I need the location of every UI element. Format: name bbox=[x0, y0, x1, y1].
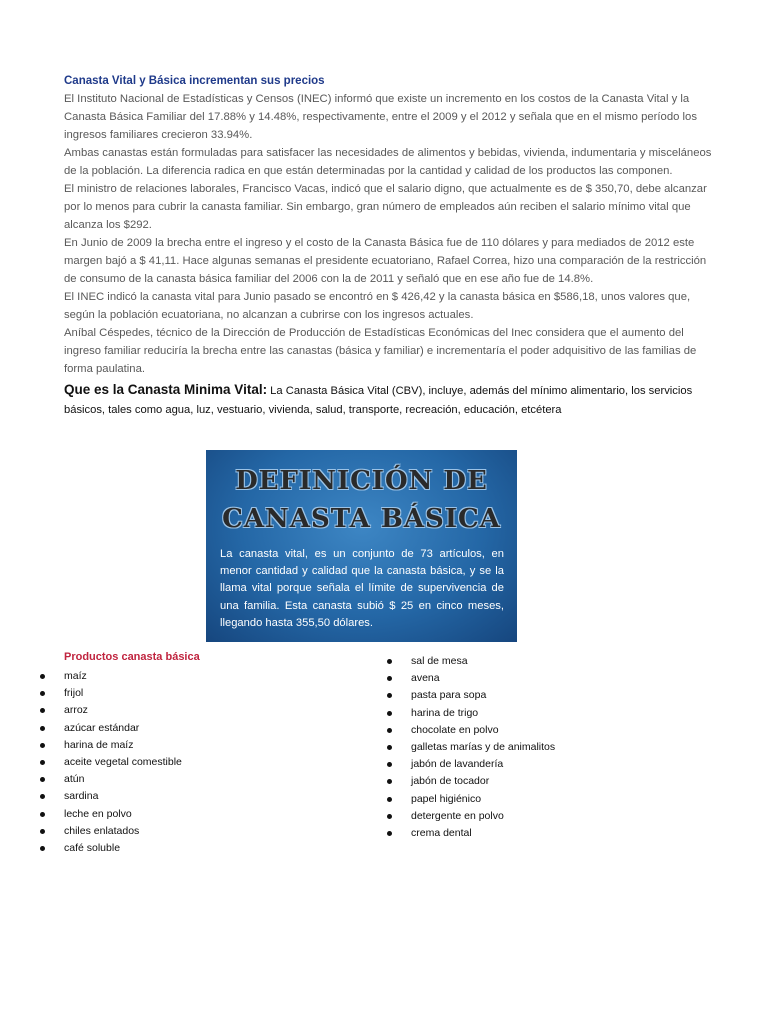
list-item bbox=[40, 771, 182, 788]
list-item bbox=[387, 756, 555, 773]
list-item bbox=[40, 806, 182, 823]
list-item bbox=[387, 773, 555, 790]
list-item bbox=[387, 791, 555, 808]
cmv-heading: Que es la Canasta Minima Vital: bbox=[64, 382, 268, 397]
bullet-icon bbox=[387, 814, 392, 819]
list-item-label: pasta para sopa bbox=[411, 689, 487, 702]
list-item bbox=[387, 739, 555, 756]
list-item bbox=[40, 720, 182, 737]
bullet-icon bbox=[40, 708, 45, 713]
bullet-icon bbox=[40, 829, 45, 834]
bullet-icon bbox=[387, 745, 392, 750]
list-item-label: aceite vegetal comestible bbox=[64, 755, 182, 768]
article-title: Canasta Vital y Básica incrementan sus precios bbox=[64, 75, 325, 87]
bullet-icon bbox=[40, 674, 45, 679]
bullet-icon bbox=[387, 728, 392, 733]
list-item-label: galletas marías y de animalitos bbox=[411, 740, 556, 753]
products-list-right bbox=[387, 653, 555, 842]
list-item-label: café soluble bbox=[64, 841, 121, 854]
bullet-icon bbox=[40, 846, 45, 851]
paragraph-cespedes: Aníbal Céspedes, técnico de la Dirección de Producción de Estadísticas Económicas del Inec considera que el aumento del ingreso familiar reduciría la brecha entre las canastas (básica y familiar) e incrementaría el poder adquisitivo de las familias de forma paulatina. bbox=[64, 327, 697, 375]
list-item-label: crema dental bbox=[411, 826, 472, 839]
paragraph-canastas: Ambas canastas están formuladas para satisfacer las necesidades de alimentos y bebidas, vivienda, indumentaria y misceláneos de la población. La diferencia radica en que están determinadas por la cantidad y calidad de los productos las componen. bbox=[64, 147, 712, 177]
list-item bbox=[40, 668, 182, 685]
list-item bbox=[40, 754, 182, 771]
article bbox=[64, 72, 714, 431]
bullet-icon bbox=[387, 659, 392, 664]
bullet-icon bbox=[40, 691, 45, 696]
list-item-label: avena bbox=[411, 672, 440, 685]
list-item bbox=[40, 702, 182, 719]
bullet-icon bbox=[387, 779, 392, 784]
bullet-icon bbox=[387, 693, 392, 698]
list-item bbox=[40, 840, 182, 857]
bullet-icon bbox=[387, 676, 392, 681]
list-item-label: harina de maíz bbox=[64, 738, 134, 751]
list-item bbox=[40, 685, 182, 702]
list-item-label: harina de trigo bbox=[411, 706, 479, 719]
list-item-label: maíz bbox=[64, 670, 87, 682]
bullet-icon bbox=[40, 794, 45, 799]
list-item-label: detergente en polvo bbox=[411, 809, 504, 822]
bullet-icon bbox=[387, 797, 392, 802]
list-item bbox=[387, 825, 555, 842]
list-item bbox=[40, 788, 182, 805]
bullet-icon bbox=[387, 762, 392, 767]
list-item bbox=[387, 722, 555, 739]
paragraph-ministro: El ministro de relaciones laborales, Francisco Vacas, indicó que el salario digno, que actualmente es de $ 350,70, debe alcanzar por lo menos para cubrir la canasta familiar. Sin embargo, gran número de empleados aún reciben el salario mínimo vital que alcanza los $292. bbox=[64, 183, 707, 231]
paragraph-brecha: En Junio de 2009 la brecha entre el ingreso y el costo de la Canasta Básica fue de 110 dólares y para mediados de 2012 este margen bajó a $ 41,11. Hace algunas semanas el presidente ecuatoriano, Rafael Correa, hizo una comparación de la restricción de consumo de la canasta básica familiar del 2006 con la de 2011 y señaló que en ese año fue de 14.8%. bbox=[64, 237, 707, 285]
products-list-left bbox=[40, 668, 182, 857]
cmv-text: La Canasta Básica Vital (CBV), incluye, además del mínimo alimentario, los servicios básicos, tales como agua, luz, vestuario, vivienda, salud, transporte, recreación, educación, etcétera bbox=[64, 385, 693, 416]
banner-title-line1: DEFINICIÓN DE bbox=[235, 466, 488, 496]
definition-banner-image bbox=[206, 450, 517, 642]
list-item bbox=[387, 687, 555, 704]
bullet-icon bbox=[40, 743, 45, 748]
bullet-icon bbox=[40, 726, 45, 731]
banner-text: La canasta vital, es un conjunto de 73 artículos, en menor cantidad y calidad que la canasta básica, y se la llama vital porque señala el límite de supervivencia de una familia. Esta canasta subió $ 25 en cinco meses, llegando hasta 355,50 dólares. bbox=[220, 548, 504, 629]
list-item bbox=[387, 670, 555, 687]
list-item-label: arroz bbox=[64, 704, 88, 717]
list-item bbox=[40, 823, 182, 840]
bullet-icon bbox=[387, 711, 392, 716]
cmv-definition bbox=[64, 380, 714, 420]
list-item-label: chocolate en polvo bbox=[411, 723, 499, 736]
paragraph-inec-valores: El INEC indicó la canasta vital para Junio pasado se encontró en $ 426,42 y la canasta básica en $586,18, unos valores que, según la población ecuatoriana, no alcanzan a cubrirse con los ingresos actuales. bbox=[64, 291, 691, 321]
list-item-label: papel higiénico bbox=[411, 792, 482, 805]
products-title: Productos canasta básica bbox=[64, 651, 200, 663]
list-item bbox=[387, 705, 555, 722]
list-item-label: frijol bbox=[64, 687, 84, 700]
bullet-icon bbox=[40, 812, 45, 817]
list-item-label: azúcar estándar bbox=[64, 721, 140, 734]
bullet-icon bbox=[40, 777, 45, 782]
list-item-label: atún bbox=[64, 773, 85, 786]
list-item bbox=[40, 737, 182, 754]
list-item-label: jabón de tocador bbox=[411, 775, 490, 788]
banner-title-line2: CANASTA BÁSICA bbox=[222, 504, 501, 534]
list-item-label: chiles enlatados bbox=[64, 824, 140, 837]
list-item-label: sal de mesa bbox=[411, 655, 468, 667]
bullet-icon bbox=[40, 760, 45, 765]
list-item bbox=[387, 808, 555, 825]
bullet-icon bbox=[387, 831, 392, 836]
list-item-label: leche en polvo bbox=[64, 807, 132, 820]
paragraph-inec: El Instituto Nacional de Estadísticas y Censos (INEC) informó que existe un incremento en los costos de la Canasta Vital y la Canasta Básica Familiar del 17.88% y 14.48%, respectivamente, entre el 2009 y el 2012 y señala que en el mismo período los ingresos familiares crecieron 33.94%. bbox=[64, 93, 697, 141]
list-item-label: sardina bbox=[64, 790, 99, 803]
list-item-label: jabón de lavandería bbox=[411, 758, 504, 771]
list-item bbox=[387, 653, 555, 670]
